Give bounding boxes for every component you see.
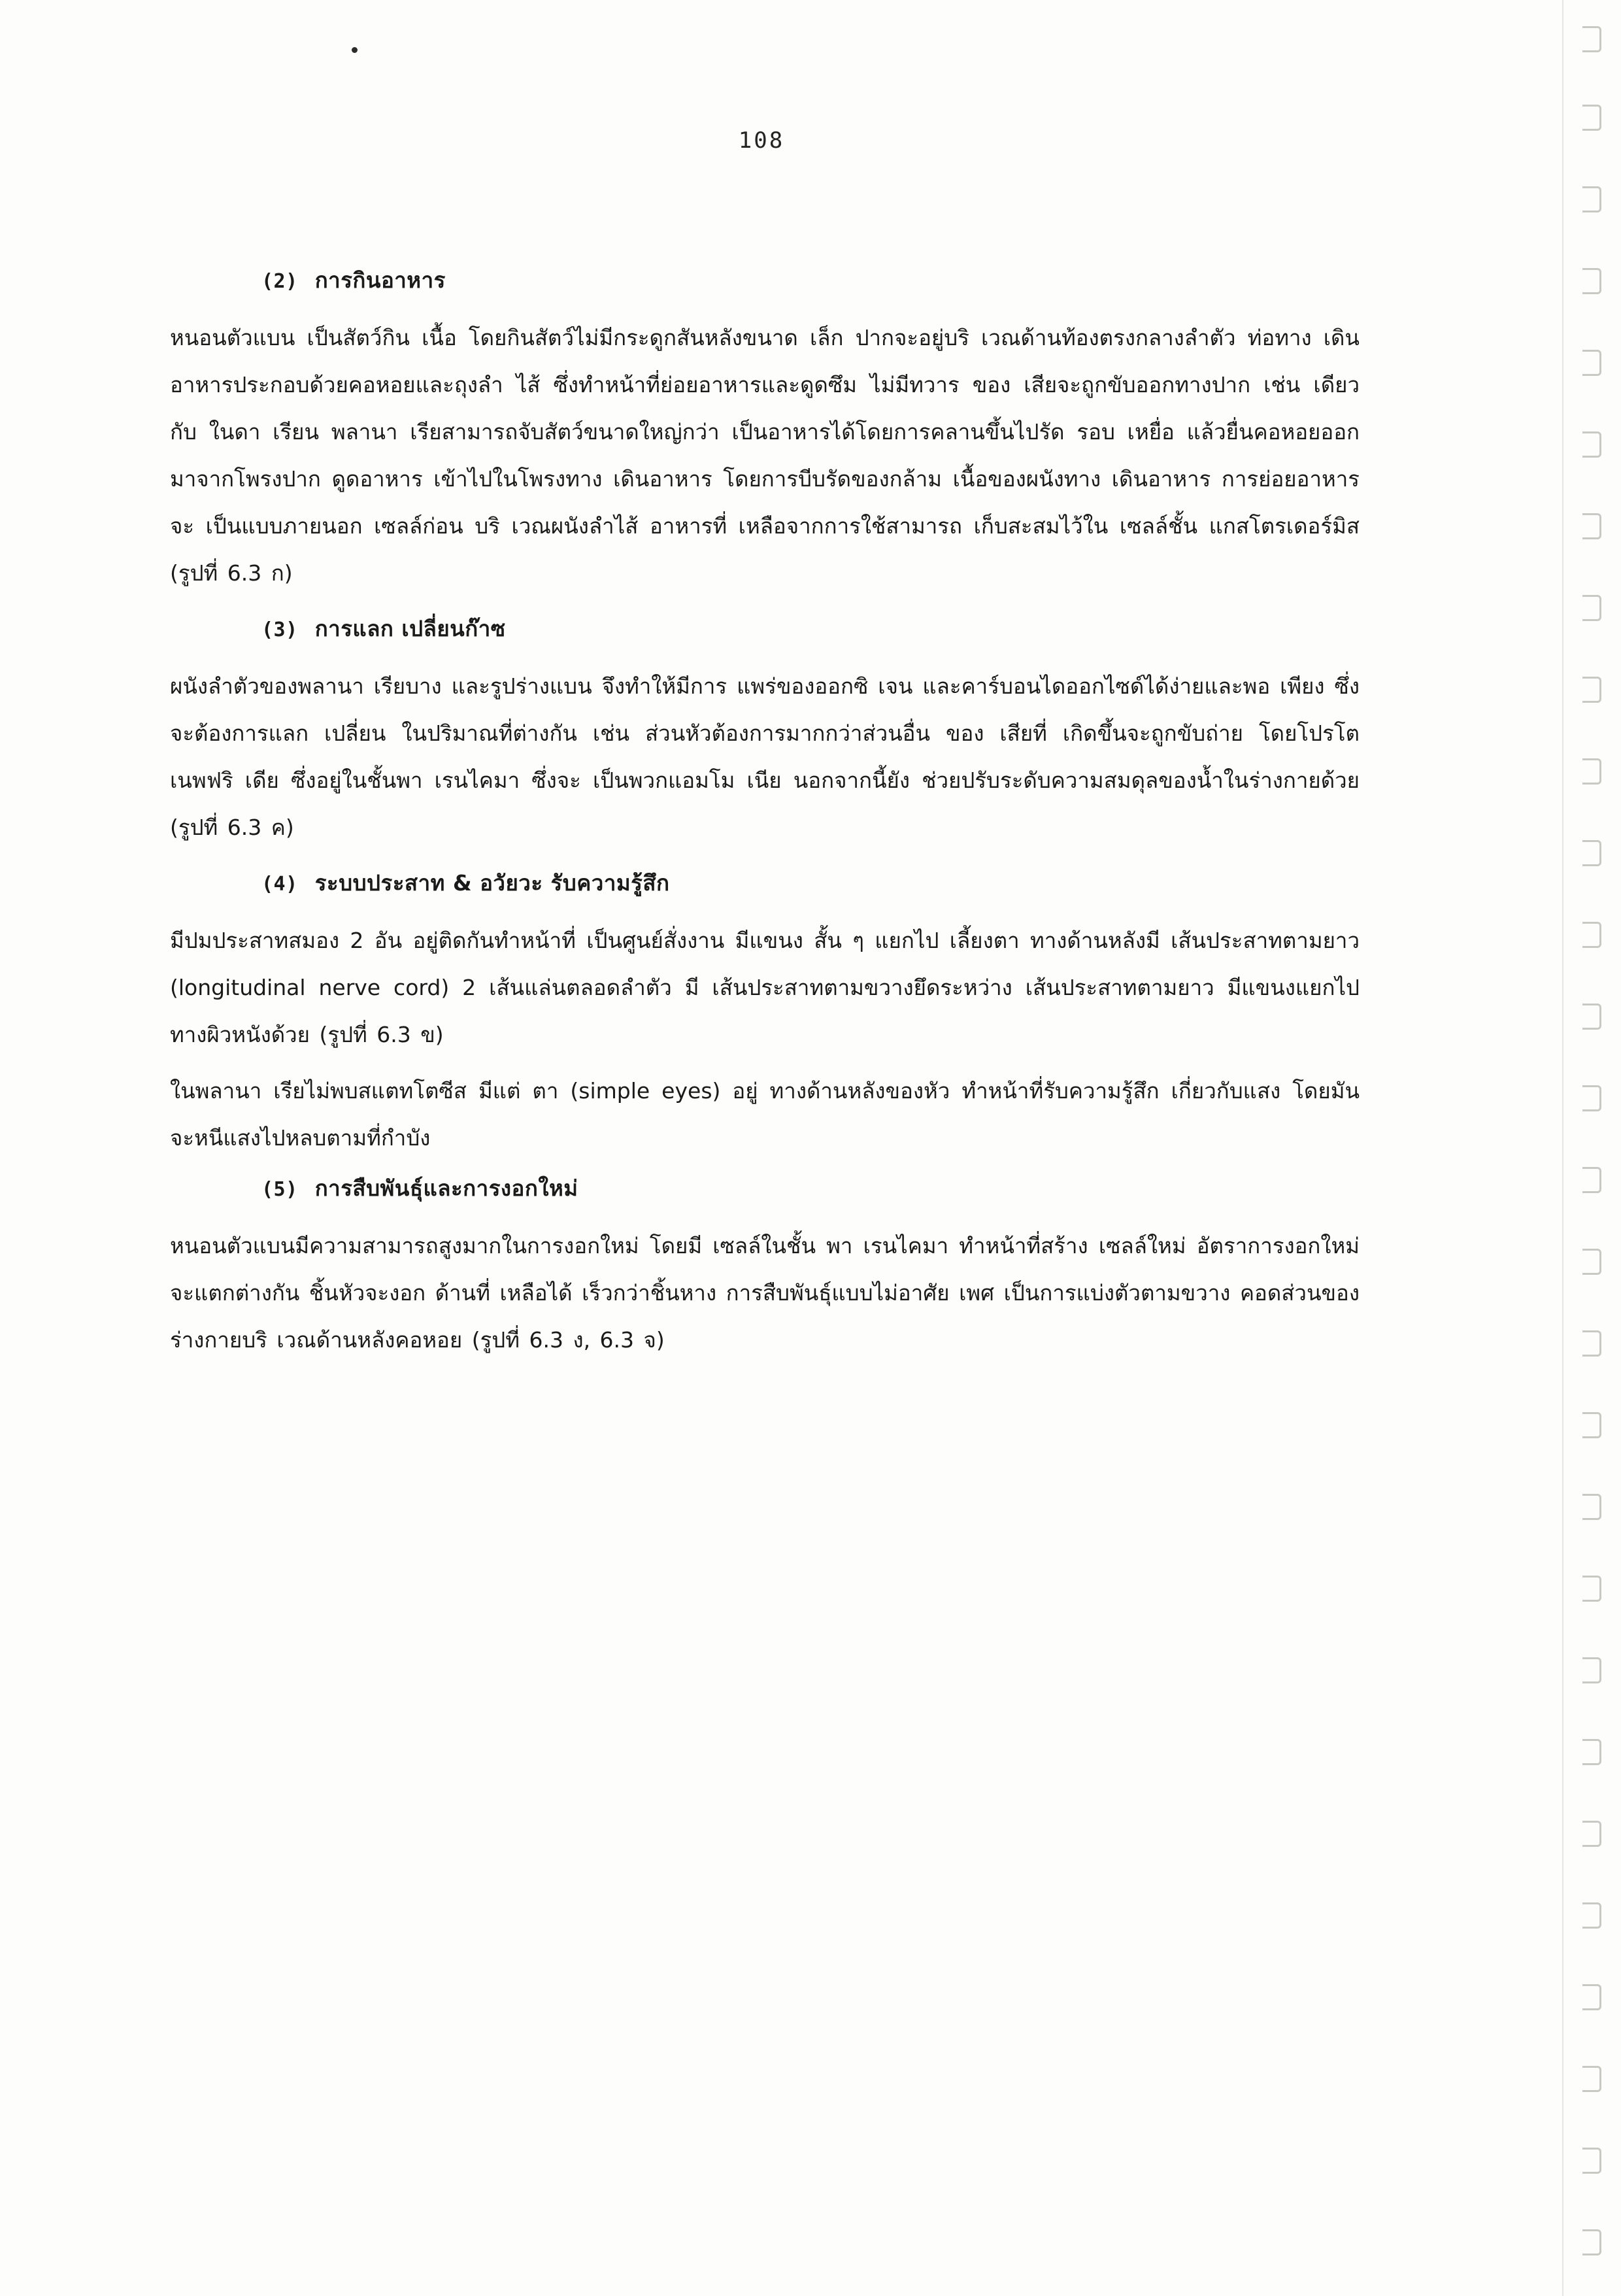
punch-mark [1582,1984,1601,2010]
punch-mark [1582,758,1601,785]
page-number: 108 [738,127,785,154]
section-5-number: (5) [261,1178,298,1201]
punch-mark [1582,2148,1601,2174]
punch-mark [1582,1657,1601,1683]
punch-mark [1582,350,1601,376]
section-2-heading [261,263,1360,297]
binder-punch-strip [1562,0,1621,2296]
section-4-heading [261,866,1360,900]
page-body [170,248,1360,1373]
punch-mark [1582,677,1601,703]
page-edge-rule [1562,0,1563,2296]
punch-mark [1582,513,1601,539]
punch-mark [1582,26,1601,52]
punch-mark [1582,1330,1601,1357]
punch-mark [1582,840,1601,866]
section-5-heading [261,1171,1360,1206]
punch-mark [1582,1576,1601,1602]
section-2-paragraph-1: หนอนตัวแบน เป็นสัตว์กิน เนื้อ โดยกินสัตว์ไม่มีกระดูกสันหลังขนาด เล็ก ปากจะอยู่บริ เวณด้านท้องตรงกลางลำตัว ท่อทาง เดินอาหารประกอบด้วยคอหอยและถุงลำ ไส้ ซึ่งทำหน้าที่ย่อยอาหารและดูดซึม ไม่มีทวาร ของ เสียจะถูกขับออกทางปาก เช่น เดียวกับ ในดา เรียน พลานา เรียสามารถจับสัตว์ขนาดใหญ่กว่า เป็นอาหารได้โดยการคลานขึ้นไปรัด รอบ เหยื่อ แล้วยื่นคอหอยออกมาจากโพรงปาก ดูดอาหาร เข้าไปในโพรงทาง เดินอาหาร โดยการบีบรัดของกล้าม เนื้อของผนังทาง เดินอาหาร การย่อยอาหารจะ เป็นแบบภายนอก เซลล์ก่อน บริ เวณผนังลำไส้ อาหารที่ เหลือจากการใช้สามารถ เก็บสะสมไว้ใน เซลล์ชั้น แกสโตรเดอร์มิส (รูปที่ 6.3 ก) [170,325,1360,586]
section-3-heading [261,611,1360,646]
section-2-title: การกินอาหาร [314,267,446,293]
section-4 [170,866,1360,1162]
section-4-title: ระบบประสาท & อวัยวะ รับความรู้สึก [314,870,670,896]
punch-mark [1582,1167,1601,1193]
punch-mark [1582,186,1601,212]
punch-mark [1582,1004,1601,1030]
section-3-title: การแลก เปลี่ยนก๊าซ [314,616,506,641]
punch-mark [1582,2066,1601,2092]
punch-mark [1582,1821,1601,1847]
section-5 [170,1171,1360,1364]
section-4-paragraph-1: มีปมประสาทสมอง 2 อัน อยู่ติดกันทำหน้าที่ เป็นศูนย์สั่งงาน มีแขนง สั้น ๆ แยกไป เลี้ยงตา ทางด้านหลังมี เส้นประสาทตามยาว (longitudinal nerve cord) 2 เส้นแล่นตลอดลำตัว มี เส้นประสาทตามขวางยึดระหว่าง เส้นประสาทตามยาว มีแขนงแยกไป ทางผิวหนังด้วย (รูปที่ 6.3 ข) [170,928,1360,1047]
punch-mark [1582,2229,1601,2255]
section-2-number: (2) [261,270,298,293]
section-2 [170,263,1360,597]
section-4-number: (4) [261,873,298,896]
punch-mark [1582,268,1601,294]
punch-mark [1582,922,1601,948]
section-5-title: การสืบพันธุ์และการงอกใหม่ [314,1175,578,1201]
punch-mark [1582,105,1601,131]
section-3 [170,611,1360,851]
punch-mark [1582,1249,1601,1275]
punch-mark [1582,1739,1601,1765]
section-5-paragraph-1: หนอนตัวแบนมีความสามารถสูงมากในการงอกใหม่ โดยมี เซลล์ในชั้น พา เรนไคมา ทำหน้าที่สร้าง เซลล์ใหม่ อัตราการงอกใหม่จะแตกต่างกัน ชิ้นหัวจะงอก ด้านที่ เหลือได้ เร็วกว่าชิ้นหาง การสืบพันธุ์แบบไม่อาศัย เพศ เป็นการแบ่งตัวตามขวาง คอดส่วนของร่างกายบริ เวณด้านหลังคอหอย (รูปที่ 6.3 ง, 6.3 จ) [170,1233,1360,1353]
punch-mark [1582,595,1601,621]
punch-mark [1582,1085,1601,1111]
section-3-paragraph-1: ผนังลำตัวของพลานา เรียบาง และรูปร่างแบน จึงทำให้มีการ แพร่ของออกซิ เจน และคาร์บอนไดออกไซด์ได้ง่ายและพอ เพียง ซึ่งจะต้องการแลก เปลี่ยน ในปริมาณที่ต่างกัน เช่น ส่วนหัวต้องการมากกว่าส่วนอื่น ของ เสียที่ เกิดขึ้นจะถูกขับถ่าย โดยโปรโต เนพฟริ เดีย ซึ่งอยู่ในชั้นพา เรนไคมา ซึ่งจะ เป็นพวกแอมโม เนีย นอกจากนี้ยัง ช่วยปรับระดับความสมดุลของน้ำในร่างกายด้วย (รูปที่ 6.3 ค) [170,673,1360,840]
section-3-number: (3) [261,618,298,641]
punch-mark [1582,431,1601,458]
stray-ink-dot [352,47,358,53]
punch-mark [1582,1902,1601,1929]
section-4-paragraph-2: ในพลานา เรียไม่พบสแตทโตซีส มีแต่ ตา (simple eyes) อยู่ ทางด้านหลังของหัว ทำหน้าที่รับความรู้สึก เกี่ยวกับแสง โดยมันจะหนีแสงไปหลบตามที่กำบัง [170,1078,1360,1151]
punch-mark [1582,1494,1601,1520]
punch-mark [1582,1412,1601,1438]
